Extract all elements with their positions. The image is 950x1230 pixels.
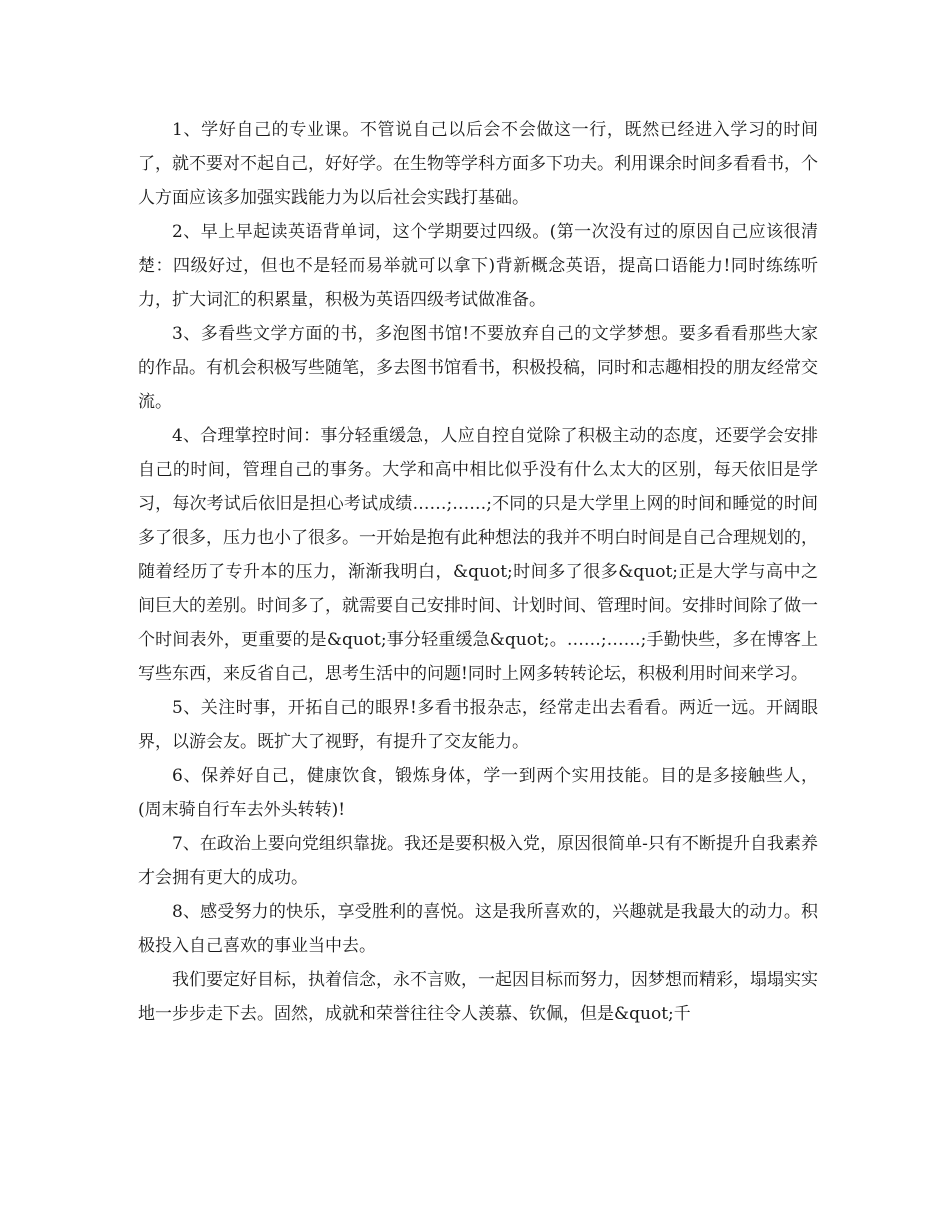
paragraph-1: 1、学好自己的专业课。不管说自己以后会不会做这一行，既然已经进入学习的时间了，就不要对不起自己，好好学。在生物等学科方面多下功夫。利用课余时间多看看书，个人方面应该多加强实践能力为以后社会实践打基础。 (138, 120, 818, 208)
paragraph-2: 2、早上早起读英语背单词，这个学期要过四级。(第一次没有过的原因自己应该很清楚：四级好过，但也不是轻而易举就可以拿下)背新概念英语，提高口语能力!同时练练听力，扩大词汇的积累量，积极为英语四级考试做准备。 (138, 222, 818, 310)
paragraph-5: 5、关注时事，开拓自己的眼界!多看书报杂志，经常走出去看看。两近一远。开阔眼界，以游会友。既扩大了视野，有提升了交友能力。 (138, 698, 818, 752)
document-body (138, 113, 818, 1031)
paragraph-7: 7、在政治上要向党组织靠拢。我还是要积极入党，原因很简单-只有不断提升自我素养才会拥有更大的成功。 (138, 834, 818, 888)
paragraph-9: 我们要定好目标，执着信念，永不言败，一起因目标而努力，因梦想而精彩，塌塌实实地一步步走下去。固然，成就和荣誉往往令人羡慕、钦佩，但是&quot;千 (138, 970, 818, 1024)
paragraph-6: 6、保养好自己，健康饮食，锻炼身体，学一到两个实用技能。目的是多接触些人，(周末骑自行车去外头转转)! (138, 766, 818, 820)
paragraph-4: 4、合理掌控时间：事分轻重缓急，人应自控自觉除了积极主动的态度，还要学会安排自己的时间，管理自己的事务。大学和高中相比似乎没有什么太大的区别，每天依旧是学习，每次考试后依旧是担心考试成绩……;……;不同的只是大学里上网的时间和睡觉的时间多了很多，压力也小了很多。一开始是抱有此种想法的我并不明白时间是自己合理规划的，随着经历了专升本的压力，渐渐我明白，&quot;时间多了很多&quot;正是大学与高中之间巨大的差别。时间多了，就需要自己安排时间、计划时间、管理时间。安排时间除了做一个时间表外，更重要的是&quot;事分轻重缓急&quot;。……;……;手勤快些，多在博客上写些东西，来反省自己，思考生活中的问题!同时上网多转转论坛，积极利用时间来学习。 (138, 426, 818, 684)
paragraph-3: 3、多看些文学方面的书，多泡图书馆!不要放弃自己的文学梦想。要多看看那些大家的作品。有机会积极写些随笔，多去图书馆看书，积极投稿，同时和志趣相投的朋友经常交流。 (138, 324, 818, 412)
paragraph-8: 8、感受努力的快乐，享受胜利的喜悦。这是我所喜欢的，兴趣就是我最大的动力。积极投入自己喜欢的事业当中去。 (138, 902, 818, 956)
